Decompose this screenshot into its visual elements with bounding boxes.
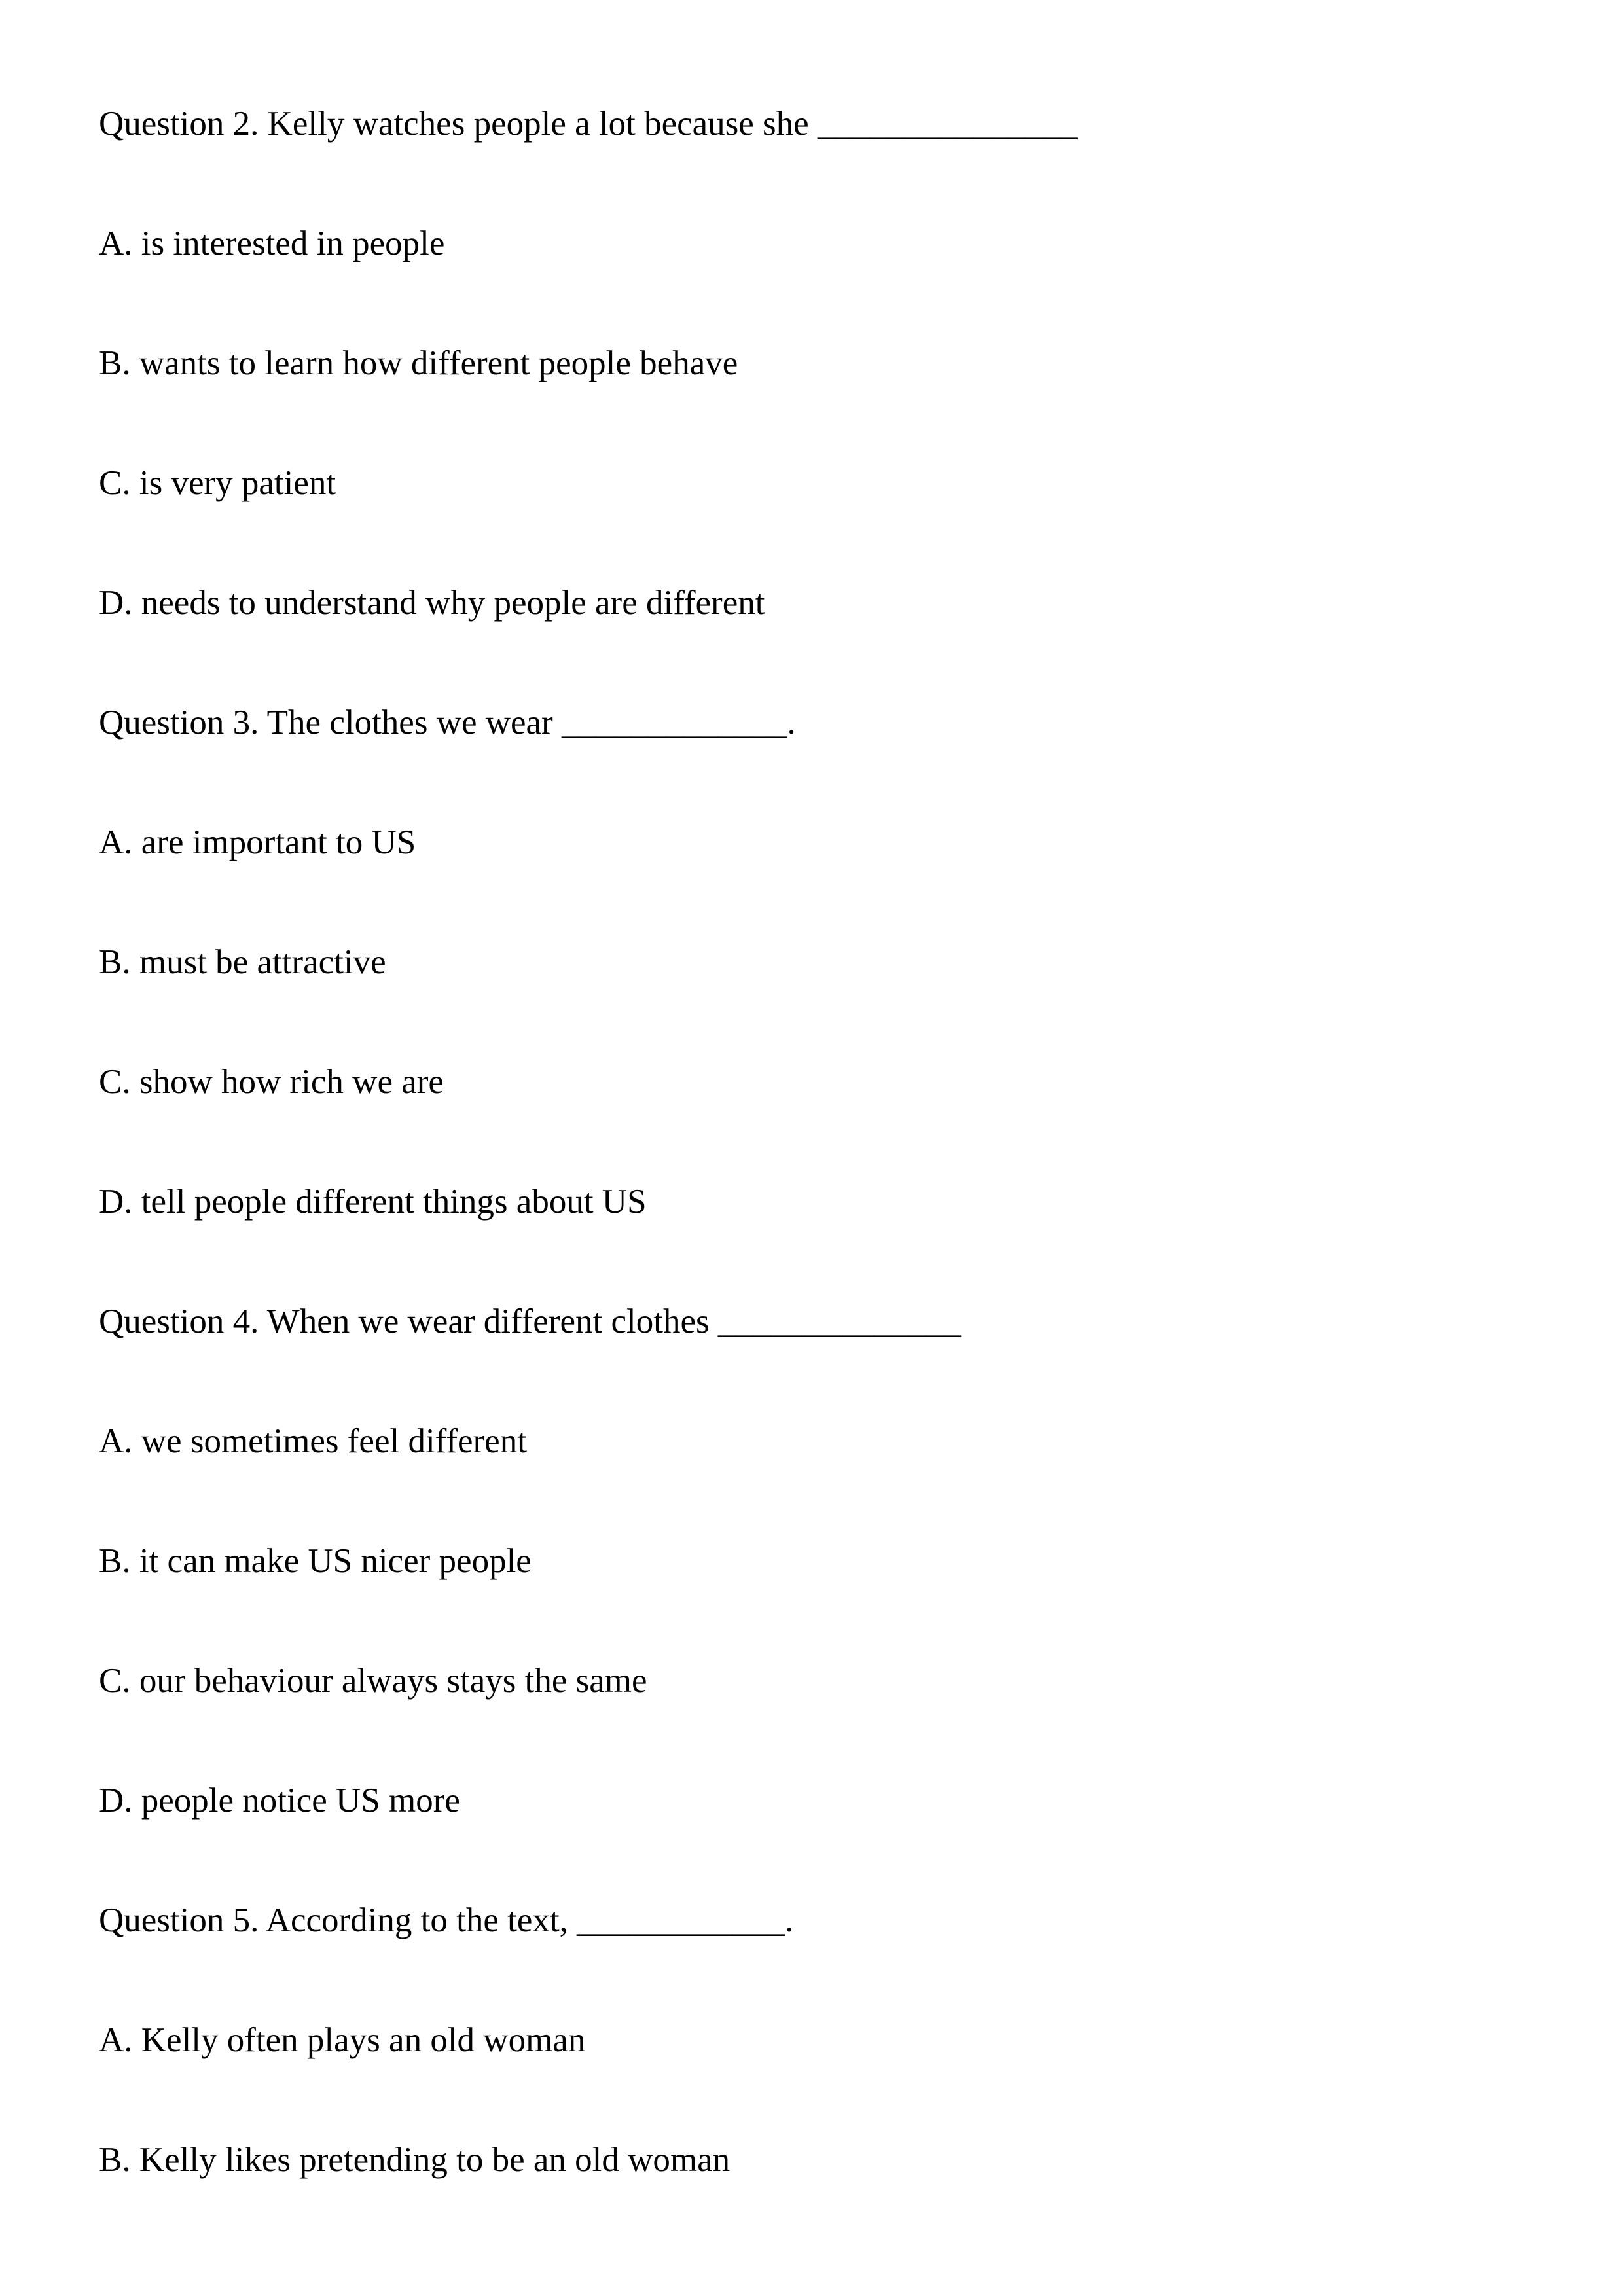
question-5-option-a: A. Kelly often plays an old woman: [99, 2021, 586, 2059]
question-3-option-a: A. are important to US: [99, 823, 416, 861]
question-5-stem: Question 5. According to the text, ____________.: [99, 1901, 794, 1939]
question-2-option-a: A. is interested in people: [99, 224, 445, 262]
question-3-option-b: B. must be attractive: [99, 943, 386, 981]
question-2-option-c: C. is very patient: [99, 464, 336, 502]
question-4-option-c: C. our behaviour always stays the same: [99, 1662, 647, 1700]
question-4-option-b: B. it can make US nicer people: [99, 1542, 532, 1580]
question-2-option-b: B. wants to learn how different people behave: [99, 344, 738, 382]
question-3-option-c: C. show how rich we are: [99, 1063, 444, 1101]
question-4-option-a: A. we sometimes feel different: [99, 1422, 527, 1460]
question-4-stem: Question 4. When we wear different clothes ______________: [99, 1302, 961, 1340]
question-4-option-d: D. people notice US more: [99, 1782, 460, 1820]
question-5-option-b: B. Kelly likes pretending to be an old woman: [99, 2141, 731, 2179]
question-3-stem: Question 3. The clothes we wear _____________.: [99, 704, 796, 742]
question-2-option-d: D. needs to understand why people are different: [99, 584, 765, 622]
question-3-option-d: D. tell people different things about US: [99, 1183, 647, 1221]
question-2-stem: Question 2. Kelly watches people a lot because she _______________: [99, 105, 1078, 143]
